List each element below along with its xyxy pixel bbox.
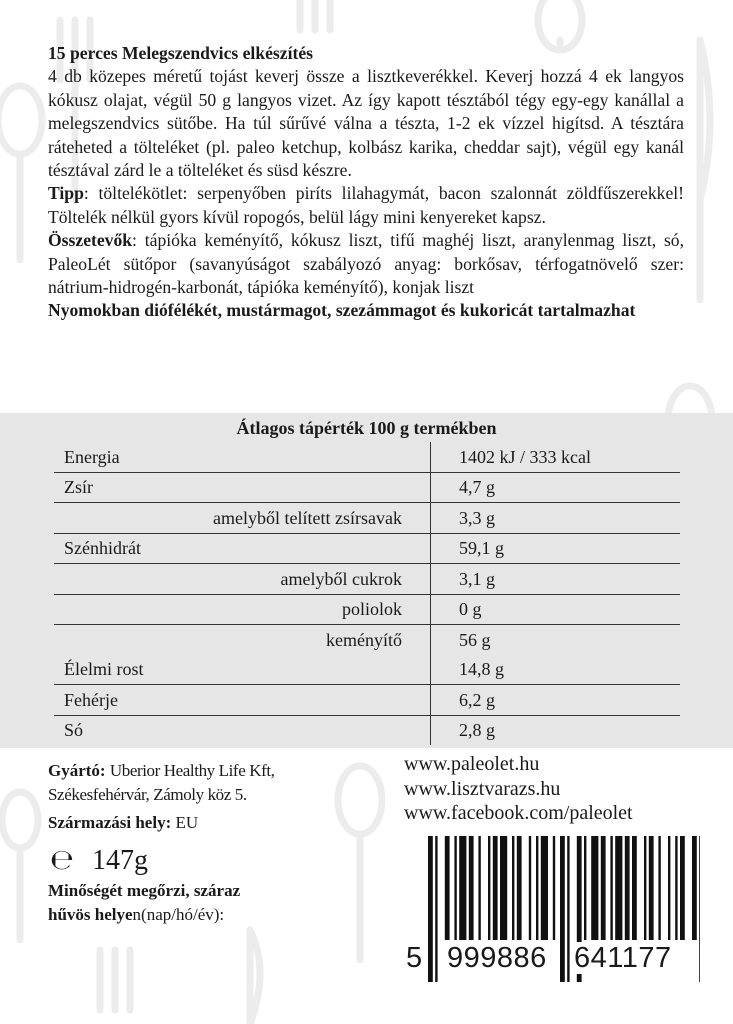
barcode-bar (560, 836, 565, 982)
net-weight (50, 845, 148, 876)
nutrient-label: Élelmi rost (54, 655, 431, 685)
best-before-label-2: hűvös helye (48, 904, 133, 924)
nutrient-label: Fehérje (54, 685, 431, 716)
table-row (54, 715, 680, 745)
origin-label: Származási hely: (48, 813, 172, 832)
nutrient-value: 2,8 g (431, 715, 681, 745)
table-row (54, 625, 680, 655)
table-row (54, 594, 680, 625)
barcode-bar (500, 836, 507, 940)
barcode-bar (469, 836, 474, 940)
ingredients-text: : tápióka keményítő, kókusz liszt, tifű maghéj liszt, aranylenmag liszt, só, PaleoLét sütőpor (savanyúságot szabályozó anyag: borkősav, térfogatnövelő szer: nátrium-hidrogén-karbonát, tápióka keményítő), konjak liszt (48, 230, 684, 298)
barcode-bar (699, 836, 700, 982)
barcode-bar (680, 836, 685, 940)
barcode-bar (512, 836, 514, 940)
barcode-bar (445, 836, 450, 940)
nutrient-label: Energia (54, 442, 431, 472)
table-row (54, 655, 680, 685)
nutrition-table (54, 442, 680, 745)
barcode-bar (529, 836, 531, 940)
barcode-bar (435, 836, 437, 982)
barcode-bar (649, 836, 654, 940)
nutrient-value: 4,7 g (431, 472, 681, 503)
ingredients-paragraph (48, 229, 684, 299)
table-row (54, 533, 680, 564)
table-row (54, 685, 680, 716)
table-row (54, 442, 680, 472)
link-facebook[interactable]: www.facebook.com/paleolet (404, 802, 633, 824)
best-before-suffix: n(nap/hó/év): (132, 904, 225, 924)
nutrient-label: amelyből telített zsírsavak (54, 503, 431, 534)
barcode-bar (536, 836, 538, 940)
net-weight-value: 147g (91, 845, 148, 876)
barcode-bar (567, 836, 569, 982)
website-links (404, 752, 633, 826)
tip-paragraph (48, 182, 684, 229)
best-before (48, 879, 378, 926)
barcode-digits-right: 641177 (574, 942, 672, 974)
barcode-bar (625, 836, 630, 940)
manufacturer-name: Uberior Healthy Life Kft, (109, 761, 275, 780)
barcode-bar (428, 836, 433, 982)
barcode-bar (668, 836, 670, 940)
manufacturer-address: Székesfehérvár, Zámoly köz 5. (48, 784, 247, 804)
manufacturer-block (48, 759, 378, 835)
table-row (54, 503, 680, 534)
nutrition-title: Átlagos tápérték 100 g termékben (236, 418, 497, 438)
nutrient-value: 14,8 g (431, 655, 681, 685)
nutrient-value: 59,1 g (431, 533, 681, 564)
recipe-section (48, 42, 684, 323)
barcode-bar (584, 836, 586, 940)
barcode-bar (517, 836, 522, 940)
barcode-digits-left: 999886 (447, 942, 547, 974)
barcode-bar (488, 836, 490, 940)
nutrient-value: 6,2 g (431, 685, 681, 716)
barcode-digit-first: 5 (406, 942, 423, 974)
barcode-bar (493, 836, 498, 940)
nutrient-label: Só (54, 715, 431, 745)
barcode-bar (615, 836, 622, 940)
barcode-bar (610, 836, 612, 940)
nutrient-label: amelyből cukrok (54, 564, 431, 595)
link-paleolet[interactable]: www.paleolet.hu (404, 753, 540, 775)
table-row (54, 564, 680, 595)
recipe-title: 15 perces Melegszendvics elkészítés (48, 43, 313, 63)
nutrient-value: 1402 kJ / 333 kcal (431, 442, 681, 472)
barcode-bar (459, 836, 466, 940)
nutrient-label: Szénhidrát (54, 533, 431, 564)
nutrient-value: 56 g (431, 625, 681, 655)
barcode-bar (658, 836, 660, 940)
table-row (54, 472, 680, 503)
tip-label: Tipp (48, 183, 84, 204)
barcode-bar (553, 836, 555, 940)
allergen-warning: Nyomokban diófélékét, mustármagot, szezámmagot és kukoricát tartalmazhat (48, 300, 636, 321)
nutrient-label: keményítő (54, 625, 431, 655)
barcode-bar (478, 836, 480, 940)
recipe-body: 4 db közepes méretű tojást keverj össze a lisztkeverékkel. Keverj hozzá 4 ek langyos kókusz olajat, végül 50 g langyos vizet. Az így kapott tésztából tégy egy-egy kanállal a melegszendvics sütőbe. Ha túl sűrűvé válna a tészta, 1-2 ek vízzel higítsd. A tésztára ráteheted a tölteléket (pl. paleo ketchup, kolbász karika, cheddar sajt), végül egy kanál tésztával zárd le a tölteléket és süsd készre. (48, 66, 684, 181)
best-before-label-1: Minőségét megőrzi, száraz (48, 881, 241, 900)
barcode-bar (541, 836, 548, 940)
barcode-bar (601, 836, 606, 940)
barcode-bar (632, 836, 637, 940)
nutrient-value: 0 g (431, 594, 681, 625)
ingredients-label: Összetevők (48, 230, 133, 251)
barcode-bar (675, 836, 677, 940)
nutrient-value: 3,3 g (431, 503, 681, 534)
barcode-bar (591, 836, 598, 940)
barcode-bar (644, 836, 646, 940)
nutrient-label: poliolok (54, 594, 431, 625)
origin-value: EU (175, 813, 199, 832)
link-lisztvarazs[interactable]: www.lisztvarazs.hu (404, 777, 561, 800)
estimated-sign-icon: ℮ (50, 843, 74, 876)
manufacturer-label: Gyártó: (48, 761, 106, 780)
nutrient-label: Zsír (54, 472, 431, 503)
tip-text: : töltelékötlet: serpenyőben piríts lilahagymát, bacon szalonnát zöldfűszerekkel! Töltelék nélkül gyors kívül ropogós, belül lágy mini kenyereket kapsz. (48, 183, 684, 227)
barcode-bar (692, 836, 697, 940)
barcode-bar (454, 836, 456, 940)
nutrient-value: 3,1 g (431, 564, 681, 595)
